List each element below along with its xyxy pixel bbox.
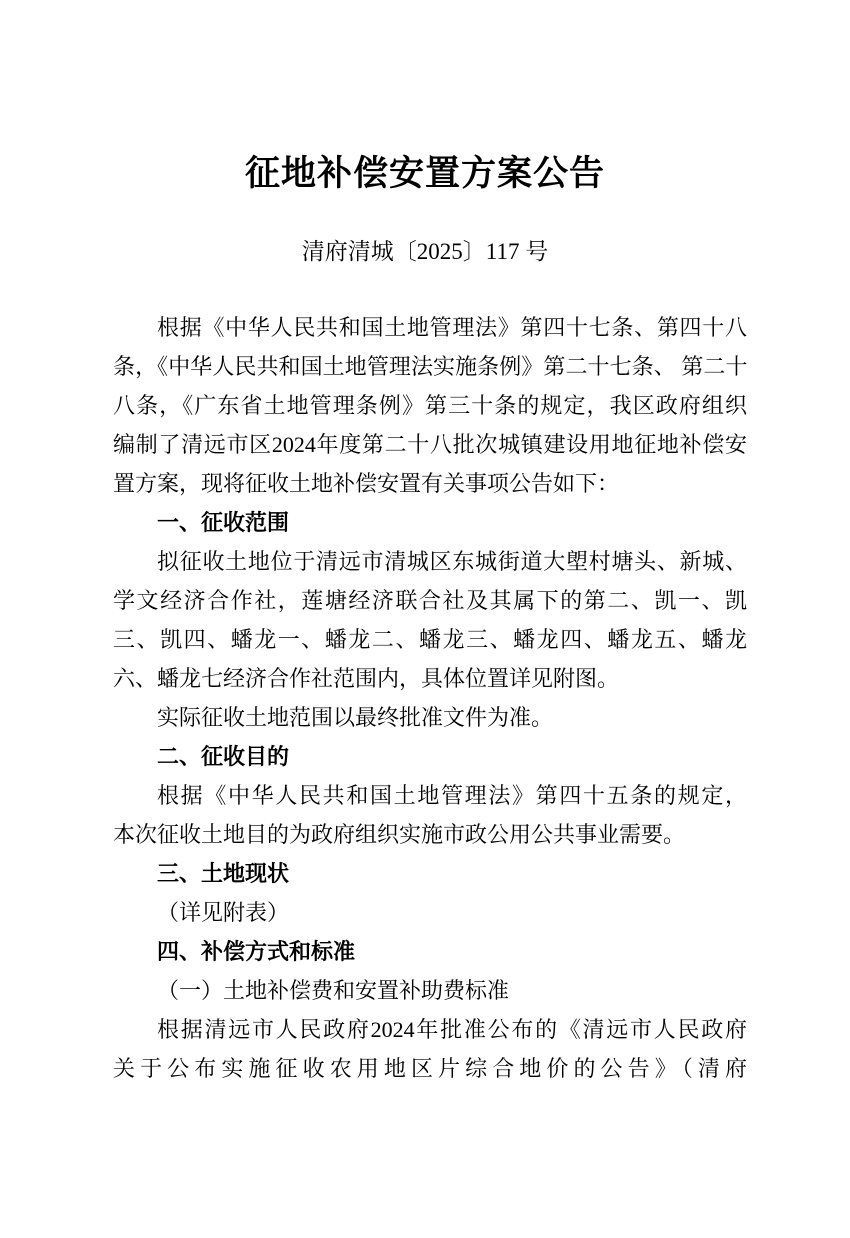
paragraph-line: 关于公布实施征收农用地区片综合地价的公告》（清府 [113,1056,747,1081]
paragraph-line: 六、蟠龙七经济合作社范围内，具体位置详见附图。 [113,666,620,691]
document-number: 清府清城〔2025〕117 号 [301,239,549,264]
section-heading-1: 一、征收范围 [157,510,290,535]
paragraph-line: 条，《中华人民共和国土地管理法实施条例》第二十七条、 第二十 [113,354,747,379]
paragraph-line: 拟征收土地位于清远市清城区东城街道大塱村塘头、新城、 [157,549,747,574]
section-heading-3: 三、土地现状 [157,861,290,886]
document-body [113,308,747,1088]
paragraph-line: 编制了清远市区2024年度第二十八批次城镇建设用地征地补偿安 [113,432,747,457]
paragraph-line: 根据《中华人民共和国土地管理法》第四十五条的规定， [157,783,747,808]
paragraph-line: 实际征收土地范围以最终批准文件为准。 [157,705,554,730]
paragraph-line: 根据清远市人民政府2024年批准公布的《清远市人民政府 [157,1017,747,1042]
paragraph-line: 置方案，现将征收土地补偿安置有关事项公告如下： [113,471,620,496]
paragraph-line: 三、凯四、蟠龙一、蟠龙二、蟠龙三、蟠龙四、蟠龙五、蟠龙 [113,627,747,652]
subsection-heading: （一）土地补偿费和安置补助费标准 [157,978,510,1003]
paragraph-line: 学文经济合作社，莲塘经济联合社及其属下的第二、凯一、凯 [113,588,747,613]
paragraph-line: 根据《中华人民共和国土地管理法》第四十七条、第四十八 [157,315,747,340]
paragraph-line: （详见附表） [157,900,290,925]
paragraph-line: 八条，《广东省土地管理条例》第三十条的规定，我区政府组织 [113,393,747,418]
section-heading-4: 四、补偿方式和标准 [157,939,356,964]
section-heading-2: 二、征收目的 [157,744,290,769]
paragraph-line: 本次征收土地目的为政府组织实施市政公用公共事业需要。 [113,822,686,847]
document-title: 征地补偿安置方案公告 [244,154,605,193]
